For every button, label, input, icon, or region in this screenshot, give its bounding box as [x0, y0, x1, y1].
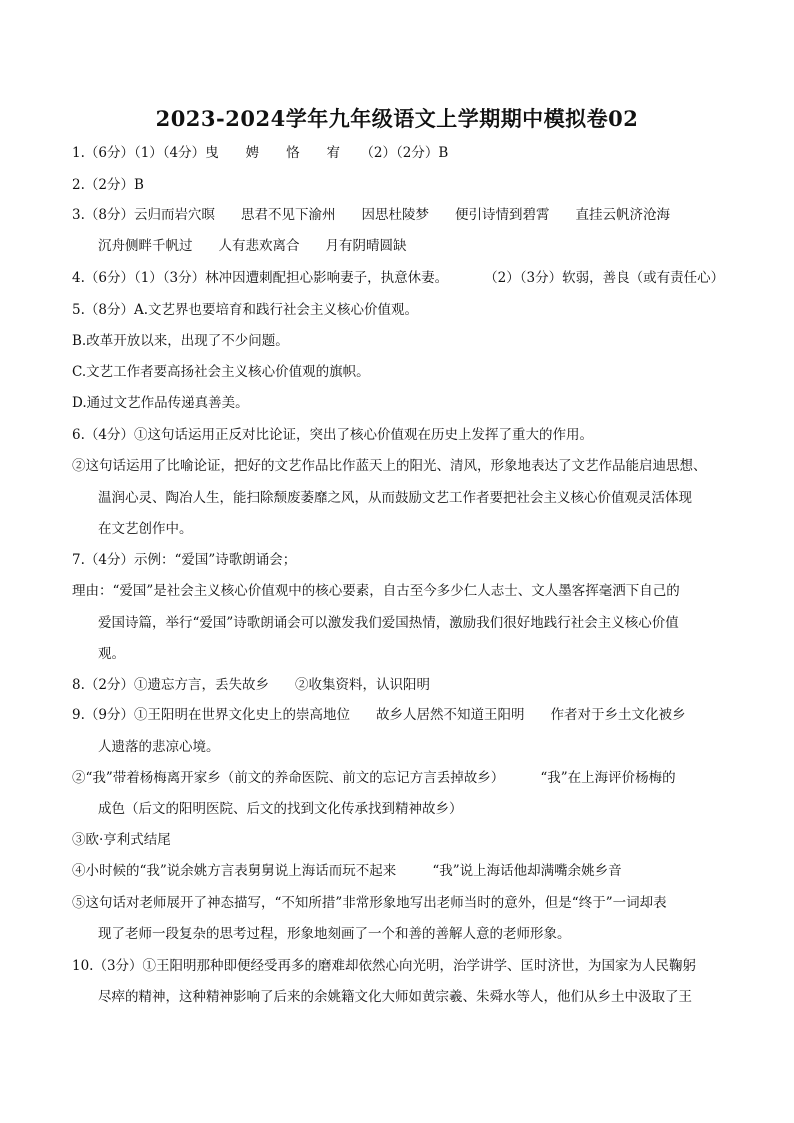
answer-5-c — [72, 362, 724, 382]
answer-text: 月有阴晴圆缺 — [325, 238, 407, 254]
answer-5-b — [72, 331, 724, 351]
answer-text: 在文艺创作中。 — [98, 521, 193, 537]
answer-text: 成色（后文的阳明医院、后文的找到文化传承找到精神故乡） — [98, 801, 463, 817]
answer-7 — [72, 550, 724, 570]
answer-text: ④小时候的“我”说余姚方言表舅舅说上海话而玩不起来 — [72, 863, 397, 879]
answer-text: ⑤这句话对老师展开了神态描写，“不知所措”非常形象地写出老师当时的意外，但是“终于”一词却表 — [72, 895, 667, 911]
answer-text: 人有悲欢离合 — [218, 238, 300, 254]
answer-4 — [72, 268, 724, 288]
answer-text: 1.（6分）（1）（4分）曳 娉 恪 宥 — [72, 145, 341, 161]
answer-text: 5.（8分）A.文艺界也要培育和践行社会主义核心价值观。 — [72, 302, 419, 318]
answer-text: ②收集资料，认识阳明 — [294, 677, 430, 693]
answer-text: 思君不见下渝州 — [240, 207, 336, 223]
answer-text: 故乡人居然不知道王阳明 — [375, 707, 525, 723]
answer-9-2-cont — [98, 799, 724, 819]
answer-text: ③欧·亨利式结尾 — [72, 832, 171, 848]
answer-7-reason — [72, 581, 724, 601]
answer-9 — [72, 705, 724, 725]
answer-text: 作者对于乡土文化被乡 — [550, 707, 686, 723]
answer-text: 2.（2分）B — [72, 177, 144, 193]
answer-text: 理由：“爱国”是社会主义核心价值观中的核心要素，自古至今多少仁人志士、文人墨客挥毫洒下自己的 — [72, 583, 680, 599]
answer-9-5 — [72, 893, 724, 913]
answer-text: D.通过文艺作品传递真善美。 — [72, 395, 249, 411]
answer-9-4 — [72, 861, 724, 881]
answer-5-d — [72, 393, 724, 413]
answer-2 — [72, 175, 724, 195]
answer-text: 4.（6分）（1）（3分）林冲因遭刺配担心影响妻子，执意休妻。 — [72, 270, 449, 286]
answer-text: 7.（4分）示例：“爱国”诗歌朗诵会； — [72, 552, 297, 568]
answer-text: 10.（3分）①王阳明那种即便经受再多的磨难却依然心向光明，治学讲学、匡时济世，为国家为人民鞠躬 — [72, 958, 697, 974]
answer-6-2-cont2 — [98, 519, 724, 539]
answer-text: 9.（9分）①王阳明在世界文化史上的崇高地位 — [72, 707, 350, 723]
answer-9-2 — [72, 768, 724, 788]
answer-9-3 — [72, 830, 724, 850]
answer-3 — [72, 205, 724, 225]
answer-text: 观。 — [98, 646, 125, 662]
answer-7-cont1 — [98, 613, 724, 633]
answer-text: 温润心灵、陶冶人生，能扫除颓废萎靡之风，从而鼓励文艺工作者要把社会主义核心价值观灵活体现 — [98, 490, 692, 506]
answer-text: 人遗落的悲凉心境。 — [98, 739, 220, 755]
answer-3-cont — [98, 236, 724, 256]
answer-text: 6.（4分）①这句话运用正反对比论证，突出了核心价值观在历史上发挥了重大的作用。 — [72, 427, 593, 443]
answer-9-cont — [98, 737, 724, 757]
answer-6-2-cont1 — [98, 488, 724, 508]
answer-10 — [72, 956, 724, 976]
answer-text: 3.（8分）云归而岩穴暝 — [72, 207, 215, 223]
answer-text: “我”说上海话他却满嘴余姚乡音 — [432, 863, 622, 879]
answer-text: 现了老师一段复杂的思考过程，形象地刻画了一个和善的善解人意的老师形象。 — [98, 926, 571, 942]
answer-text: C.文艺工作者要高扬社会主义核心价值观的旗帜。 — [72, 364, 370, 380]
answer-text: 直挂云帆济沧海 — [575, 207, 670, 223]
answer-6 — [72, 425, 724, 445]
answer-text: （2）（2分）B — [340, 145, 449, 161]
answer-text: 爱国诗篇，举行“爱国”诗歌朗诵会可以激发我们爱国热情，激励我们很好地践行社会主义核心价值 — [98, 615, 679, 631]
answer-text: （2）（3分）软弱，善良（或有责任心） — [484, 270, 724, 286]
answer-5 — [72, 300, 724, 320]
answer-text: 因思杜陵梦 — [361, 207, 429, 223]
answer-1 — [72, 143, 724, 163]
answer-9-5-cont — [98, 924, 724, 944]
answer-text: 尽瘁的精神，这种精神影响了后来的余姚籍文化大师如黄宗羲、朱舜水等人，他们从乡土中汲取了王 — [98, 989, 692, 1005]
answer-text: ②“我”带着杨梅离开家乡（前文的养命医院、前文的忘记方言丢掉故乡） — [72, 770, 505, 786]
answer-text: ②这句话运用了比喻论证，把好的文艺作品比作蓝天上的阳光、清风，形象地表达了文艺作品能启迪思想、 — [72, 458, 707, 474]
answer-text: “我”在上海评价杨梅的 — [540, 770, 676, 786]
answer-10-cont — [98, 987, 724, 1007]
answer-text: 便引诗情到碧霄 — [454, 207, 550, 223]
answer-7-cont2 — [98, 644, 724, 664]
answer-text: 沉舟侧畔千帆过 — [98, 238, 193, 254]
page-title: 2023-2024学年九年级语文上学期期中模拟卷02 — [155, 106, 639, 131]
answer-8 — [72, 675, 724, 695]
answer-text: 8.（2分）①遗忘方言，丢失故乡 — [72, 677, 269, 693]
answer-6-2 — [72, 456, 724, 476]
answer-text: B.改革开放以来，出现了不少问题。 — [72, 333, 289, 349]
